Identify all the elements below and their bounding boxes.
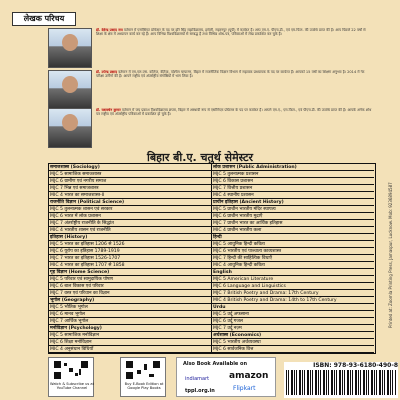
paper-row: MJC 7 वस्त्र एवं परिधान का विज्ञान [49, 290, 211, 297]
paper-row: MIC 4 भारत का समाजशास्त्र-II [49, 192, 211, 199]
paper-row: MJC 6 बाल विकास एवं परिवार [49, 283, 211, 290]
paper-row: MJC 6 यूरोप का इतिहास 1789-1919 [49, 248, 211, 255]
paper-row: MJC 7 प्राचीन भारत का आर्थिक इतिहास [212, 220, 374, 227]
indiamart-logo[interactable]: indiamart [185, 376, 210, 382]
paper-row: MIC 4 भारत का इतिहास 1707 से 1858 [49, 262, 211, 269]
stores-panel [176, 357, 276, 397]
subject-header: प्राचीन इतिहास (Ancient History) [212, 199, 374, 206]
author-photo [48, 70, 92, 110]
paper-row: MJC 5 सामाजिक मनोविज्ञान [49, 332, 211, 339]
author-intro-tag: लेखक परिचय [12, 12, 76, 26]
paper-row: MIC 4 आधुनिक हिन्दी कविता [212, 262, 374, 269]
subjects-table [48, 163, 376, 354]
amazon-logo[interactable]: amazon [229, 371, 269, 381]
subject-header: गृह विज्ञान (Home Science) [49, 269, 211, 276]
qr-code-icon [53, 360, 89, 380]
paper-row: MIC 4 प्राचीन भारतीय कला [212, 227, 374, 234]
author-bio: वर्तमान में जय प्रकाश विश्वविद्यालय छपरा, बिहार में अस्थायी रूप से एसोसिएट प्रोफेसर के पद पर कार्यरत हैं। आपने एम.ए., एम.फिल., एवं पीएच.डी. की उपाधि प्राप्त की है। आपके अनेक शोध पत्र राष्ट्रीय एवं अंतर्राष्ट्रीय पत्रिकाओं में प्रकाशित हो चुके हैं। [96, 108, 372, 117]
side-print-info: Printed at: Zoomla Printing Press, Jamaspur, Lucknow. Mob: 9236894587 [388, 182, 393, 328]
subjects-right-column [212, 164, 374, 353]
paper-row: MJC 5 तुलनात्मक शासन एवं सरकार [49, 206, 211, 213]
paper-row: MJC 5 सामाजिक समाजशास्त्र [49, 171, 211, 178]
author-block [48, 70, 376, 108]
subject-header: राजनीति विज्ञान (Political Science) [49, 199, 211, 206]
paper-row: MJC 5 American Literature [212, 276, 374, 283]
subject-header: हिन्दी [212, 234, 374, 241]
author-bio: वर्तमान में एसोसिएट प्रोफेसर के पद पर हरि सिंह महाविद्यालय, हसेली, सहरनपुर (यूपी) में कार्यरत हैं। आप एम.ए. पीएच.डी., एवं एम.फिल. की उपाधि प्राप्त की है। आप पिछले 22 वर्षों से शिक्षा के क्षेत्र में अध्यापन कार्य कर रहे हैं। आप विभिन्न विश्वविद्यालयों से सम्बद्ध हैं तथा विभिन्न शोध-पत्र, पत्रिकाओं में लेख प्रकाशित कर चुके हैं। [96, 28, 366, 37]
author-photo [48, 28, 92, 68]
author-name: डॉ. उपेन्द्र प्रसाद [96, 70, 118, 74]
author-bio: वर्तमान में एम.एल.एस. कॉलेज, बेतिया, पश्चिम चम्पारण, बिहार में राजनीतिक विज्ञान विभाग में सहायक प्राध्यापक के पद पर कार्यरत हैं। आपको 15 वर्षों का शिक्षण अनुभव है। 2014 में नेट परीक्षा उत्तीर्ण की है। आपने राष्ट्रीय एवं अंतर्राष्ट्रीय संगोष्ठियों में भाग लिया है। [96, 70, 365, 79]
author-text [96, 108, 372, 146]
paper-row: MJC 7 हिन्दी की साहित्यिक विधाएँ [212, 255, 374, 262]
also-available-label: Also Book Available on [183, 361, 248, 367]
paper-row: MJC 5 भारतीय अर्थव्यवस्था [212, 339, 374, 346]
paper-row: MJC 6 मानव भूगोल [49, 311, 211, 318]
paper-row: MJC 6 प्राचीन भारतीय मुद्राएँ [212, 213, 374, 220]
paper-row: MJC 6 शिक्षा मनोविज्ञान [49, 339, 211, 346]
subject-header: English [212, 269, 374, 276]
paper-row: MJC 5 उर्दू अफसाना [212, 311, 374, 318]
paper-row: MJC 5 आधुनिक हिन्दी कविता [212, 241, 374, 248]
paper-row: MJC 5 परिवार एवं सामुदायिक पोषण [49, 276, 211, 283]
subjects-left-column [49, 164, 211, 353]
paper-row: MJC 7 आर्थिक भूगोल [49, 318, 211, 325]
subject-header: अर्थशास्त्र (Economics) [212, 332, 374, 339]
subject-header: भूगोल (Geography) [49, 297, 211, 304]
subject-header: समाजशास्त्र (Sociology) [49, 164, 211, 171]
subject-header: मनोविज्ञान (Psychology) [49, 325, 211, 332]
paper-row: MJC 6 उर्दू गजल [212, 318, 374, 325]
qr-code-icon [125, 360, 161, 380]
subject-header: Urdu [212, 304, 374, 311]
youtube-qr[interactable] [48, 357, 94, 397]
author-block [48, 108, 376, 146]
author-photo [48, 108, 92, 148]
paper-row: MJC 7 अंतर्राष्ट्रीय राजनीति के सिद्धांत [49, 220, 211, 227]
isbn-text: ISBN: 978-93-6180-490-8 [313, 362, 398, 369]
paper-row: MJC 6 विकास प्रशासन [212, 178, 374, 185]
paper-row: MJC 5 भारत का इतिहास 1206 से 1526 [49, 241, 211, 248]
paper-row: MJC 6 भारत में लोक प्रशासन [49, 213, 211, 220]
qr-label: Watch & Subscribe us at YouTube Channel [50, 382, 94, 390]
paper-row: MIC 4 भारतीय शासन एवं राजनीति [49, 227, 211, 234]
paper-row: MJC 6 सार्वजनिक वित्त [212, 346, 374, 353]
subject-header: लोक प्रशासन (Public Administration) [212, 164, 374, 171]
author-block [48, 28, 376, 66]
syllabus-title: बिहार बी.ए. चतुर्थ सेमेस्टर [147, 151, 253, 164]
ebook-qr[interactable] [120, 357, 166, 397]
paper-row: MJC 6 भारतीय एवं पाश्चात्य काव्यशास्त्र [212, 248, 374, 255]
paper-row: MJC 6 Language and Linguistics [212, 283, 374, 290]
paper-row: MJC 5 तुलनात्मक प्रशासन [212, 171, 374, 178]
barcode [286, 370, 396, 395]
paper-row: MJC 5 भौतिक भूगोल [49, 304, 211, 311]
paper-row: MJC 7 उर्दू नज़्म [212, 325, 374, 332]
paper-row: MIC 4 British Poetry and Drama: 14th to 17th Century [212, 297, 374, 304]
paper-row: MJC 7 भिन्न एवं समाजशास्त्र [49, 185, 211, 192]
author-text [96, 28, 372, 66]
paper-row: MJC 6 ग्रामीण एवं नगरीय समाज [49, 178, 211, 185]
flipkart-logo[interactable]: Flipkart [233, 385, 256, 392]
author-name: डॉ. यशवर्धन कुमार [96, 108, 121, 112]
paper-row: MIC 4 स्थानीय प्रशासन [212, 192, 374, 199]
paper-row: MJC 7 वित्तीय प्रशासन [212, 185, 374, 192]
author-text [96, 70, 372, 108]
paper-row: MJC 5 प्राचीन भारतीय मंदिर स्थापत्य [212, 206, 374, 213]
subject-header: इतिहास (History) [49, 234, 211, 241]
qr-label: Buy E-Book Edition at Google Play Books [124, 382, 164, 390]
paper-row: MIC 4 अनुसंधान विधियाँ [49, 346, 211, 353]
paper-row: MJC 7 British Poetry and Drama: 17th Century [212, 290, 374, 297]
paper-row: MJC 7 भारत का इतिहास 1526-1707 [49, 255, 211, 262]
author-name: डॉ. देवेन्द्र प्रसाद राय [96, 28, 123, 32]
isbn-block [284, 362, 398, 398]
publisher-link[interactable]: tppl.org.in [185, 388, 215, 394]
